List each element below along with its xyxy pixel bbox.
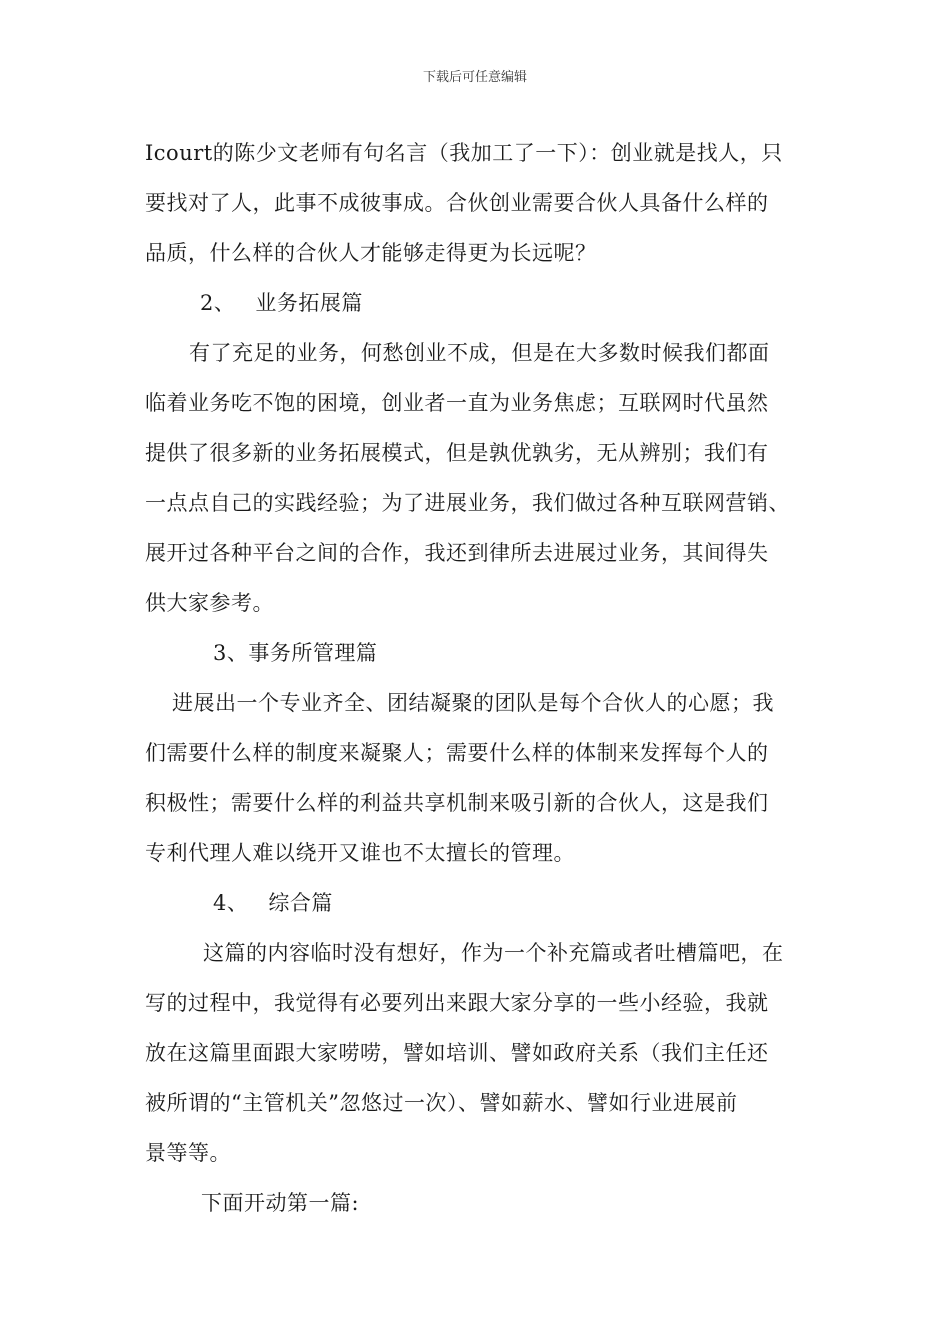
paragraph-line: 景等等。: [145, 1141, 231, 1165]
paragraph-line: 有了充足的业务，何愁创业不成，但是在大多数时候我们都面: [189, 341, 770, 365]
section-3-paragraph: [145, 678, 825, 878]
section-4-number: 4、: [213, 891, 249, 915]
paragraph-line: 积极性；需要什么样的利益共享机制来吸引新的合伙人，这是我们: [145, 791, 769, 815]
closing-line: 下面开动第一篇:: [201, 1191, 360, 1215]
page-header: 下载后可任意编辑: [422, 70, 527, 85]
section-2-number: 2、: [200, 291, 236, 315]
paragraph-line: 放在这篇里面跟大家唠唠，譬如培训、譬如政府关系（我们主任还: [145, 1041, 769, 1065]
section-4-title: 综合篇: [268, 891, 333, 915]
section-2-title: 业务拓展篇: [255, 291, 363, 315]
paragraph-line: 写的过程中，我觉得有必要列出来跟大家分享的一些小经验，我就: [145, 991, 769, 1015]
paragraph-line: Icourt的陈少文老师有句名言（我加工了一下）：创业就是找人，只: [145, 141, 783, 165]
paragraph-line: 专利代理人难以绕开又谁也不太擅长的管理。: [145, 841, 575, 865]
paragraph-line: 进展出一个专业齐全、团结凝聚的团队是每个合伙人的心愿；我: [172, 691, 774, 715]
paragraph-line: 临着业务吃不饱的困境，创业者一直为业务焦虑；互联网时代虽然: [145, 391, 769, 415]
paragraph-line: 提供了很多新的业务拓展模式，但是孰优孰劣，无从辨别；我们有: [145, 441, 769, 465]
section-4-heading: [145, 878, 825, 928]
paragraph-line: 一点点自己的实践经验；为了进展业务，我们做过各种互联网营销、: [145, 491, 790, 515]
paragraph-line: 这篇的内容临时没有想好，作为一个补充篇或者吐槽篇吧，在: [203, 941, 784, 965]
paragraph-line: 品质，什么样的合伙人才能够走得更为长远呢？: [145, 241, 597, 265]
section-3-heading: 3、事务所管理篇: [213, 641, 378, 665]
paragraph-line: 被所谓的“主管机关”忽悠过一次）、譬如薪水、譬如行业进展前: [145, 1091, 738, 1115]
paragraph-line: 们需要什么样的制度来凝聚人；需要什么样的体制来发挥每个人的: [145, 741, 769, 765]
paragraph-line: 要找对了人，此事不成彼事成。合伙创业需要合伙人具备什么样的: [145, 191, 769, 215]
section-4-paragraph: [145, 928, 825, 1178]
document-body: [145, 128, 825, 1228]
section-2-paragraph: [145, 328, 825, 628]
paragraph-line: 供大家参考。: [145, 591, 274, 615]
section-2-heading: [145, 278, 825, 328]
paragraph-line: 展开过各种平台之间的合作，我还到律所去进展过业务，其间得失: [145, 541, 769, 565]
intro-paragraph: [145, 128, 825, 278]
